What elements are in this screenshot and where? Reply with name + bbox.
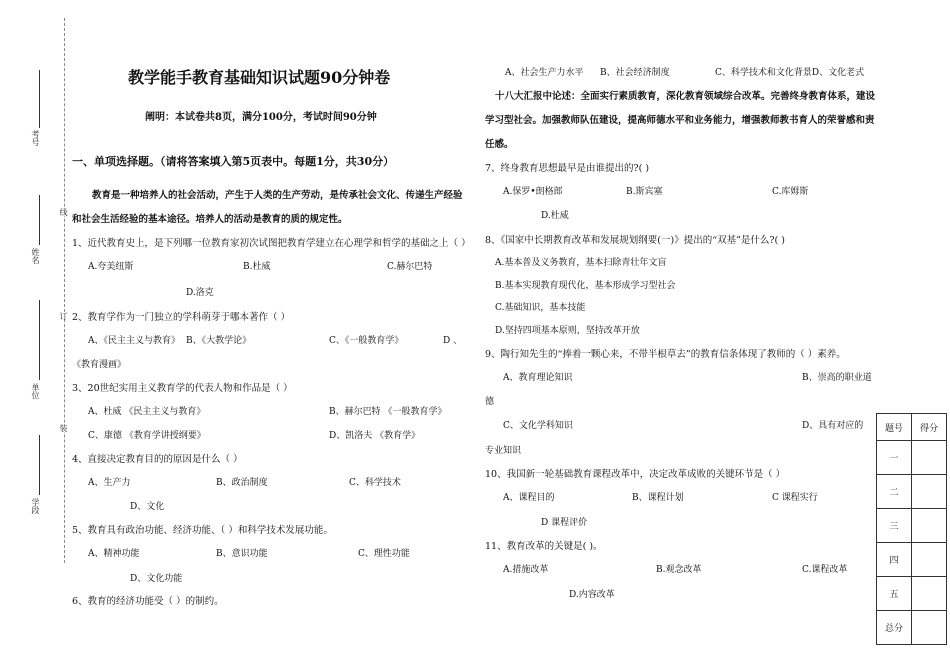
- option: B.基本实现教育现代化，基本形成学习型社会: [495, 281, 676, 291]
- option: D.洛克: [186, 288, 214, 298]
- intro-line: 教育是一种培养人的社会活动，产生于人类的生产劳动，是传承社会文化、传递生产经验: [92, 190, 463, 201]
- option: B、《大教学论》: [186, 336, 252, 346]
- option: D、凯洛夫 《教育学》: [329, 431, 421, 441]
- score-cell: [912, 441, 947, 475]
- option: A、生产力: [88, 478, 131, 488]
- option: C、科学技术: [349, 478, 401, 488]
- option: C.库姆斯: [772, 187, 809, 197]
- option: D.坚持四项基本原则，坚持改革开放: [495, 326, 640, 336]
- score-row: [877, 611, 947, 645]
- score-table-header: [877, 414, 947, 441]
- question-stem: 1、近代教育史上，是下列哪一位教育家初次试图把教育学建立在心理学和哲学的基础之上（ ）: [72, 238, 471, 249]
- option: D.杜威: [541, 211, 569, 221]
- score-cell: [912, 611, 947, 645]
- section-cell: 四: [877, 543, 912, 577]
- option-continuation: 德: [485, 397, 495, 407]
- option: A.措施改革: [503, 565, 549, 575]
- option: C.课程改革: [802, 565, 848, 575]
- unit-line: [39, 300, 40, 380]
- option: B、崇高的职业道: [802, 373, 872, 383]
- gutter-char-mount: 装: [59, 424, 68, 432]
- score-row: [877, 577, 947, 611]
- exam-notice: 阐明：本试卷共8页，满分100分，考试时间90分钟: [145, 112, 377, 123]
- page-title: 教学能手教育基础知识试题90分钟卷: [128, 68, 391, 87]
- question-stem: 7、终身教育思想最早是由谁提出的?( ): [485, 163, 650, 174]
- option: A、精神功能: [88, 549, 140, 559]
- question-stem: 6、教育的经济功能受（ ）的制约。: [72, 596, 224, 607]
- option: A、社会生产力水平: [505, 68, 584, 78]
- question-stem: 3、20世纪实用主义教育学的代表人物和作品是（ ）: [72, 383, 293, 394]
- option: C、文化学科知识: [503, 421, 573, 431]
- score-table: [876, 413, 947, 645]
- option: C.基础知识，基本技能: [495, 303, 586, 313]
- score-row: [877, 441, 947, 475]
- question-stem: 8、《国家中长期教育改革和发展规划纲要(一)》提出的“双基”是什么?( ): [485, 235, 785, 246]
- header-cell: 题号: [877, 414, 912, 441]
- section-cell: 一: [877, 441, 912, 475]
- section-cell: 三: [877, 509, 912, 543]
- option: A、杜威 《民主主义与教育》: [88, 407, 206, 417]
- option-continuation: 专业知识: [485, 446, 522, 456]
- option: C、《一般教育学》: [329, 336, 404, 346]
- exam-no-label: 考号: [31, 130, 40, 146]
- section-cell: 二: [877, 475, 912, 509]
- option: C.赫尔巴特: [387, 262, 433, 272]
- option: D 课程评价: [541, 518, 588, 528]
- option: C、康德 《教育学讲授纲要》: [88, 431, 206, 441]
- name-line: [39, 195, 40, 245]
- option: C、理性功能: [358, 549, 410, 559]
- section-heading: 一、单项选择题。（请将答案填入第5页表中。每题1分，共30分）: [72, 155, 395, 168]
- question-stem: 4、直接决定教育目的的原因是什么（ ）: [72, 454, 243, 465]
- intro-line: 和社会生活经验的基本途径。培养人的活动是教育的质的规定性。: [72, 214, 348, 225]
- option-letter: D 、: [443, 336, 463, 346]
- option: A、《民主主义与教育》: [88, 336, 181, 346]
- section-cell: 总分: [877, 611, 912, 645]
- question-stem: 2、教育学作为一门独立的学科萌芽于哪本著作（ ）: [72, 312, 291, 323]
- option: B、意识功能: [216, 549, 268, 559]
- option: B、政治制度: [216, 478, 268, 488]
- option: B、课程计划: [632, 493, 684, 503]
- score-row: [877, 509, 947, 543]
- option: D、文化功能: [130, 574, 183, 584]
- option: A.夸美纽斯: [88, 262, 134, 272]
- score-cell: [912, 543, 947, 577]
- option: B.杜威: [243, 262, 271, 272]
- paragraph-line: 十八大汇报中论述：全面实行素质教育，深化教育领域综合改革。完善终身教育体系，建设: [495, 91, 876, 102]
- paragraph-line: 任感。: [485, 139, 514, 150]
- option: C、科学技术和文化背景D、文化老式: [715, 68, 865, 78]
- question-stem: 9、陶行知先生的“捧着一颗心来，不带半根草去”的教育信条体现了教师的（ ）素养。: [485, 349, 846, 360]
- option: D、文化: [130, 502, 165, 512]
- gutter-char-line: 线: [59, 208, 68, 216]
- option: A、教育理论知识: [503, 373, 573, 383]
- grade-label: 学段: [31, 498, 40, 514]
- score-cell: [912, 509, 947, 543]
- option: D.内容改革: [569, 590, 615, 600]
- question-stem: 11、教育改革的关键是( )。: [485, 541, 603, 552]
- grade-line: [39, 435, 40, 495]
- section-cell: 五: [877, 577, 912, 611]
- question-stem: 10、我国新一轮基础教育课程改革中，决定改革成败的关键环节是（ ）: [485, 469, 786, 480]
- option: B.观念改革: [656, 565, 702, 575]
- score-cell: [912, 577, 947, 611]
- score-row: [877, 475, 947, 509]
- binding-dashed-line: [64, 18, 65, 563]
- option: B.斯宾塞: [626, 187, 663, 197]
- name-label: 姓名: [31, 248, 40, 264]
- option: A、课程目的: [503, 493, 555, 503]
- option: B、社会经济制度: [600, 68, 670, 78]
- gutter-char-bind: 订: [59, 312, 68, 320]
- score-row: [877, 543, 947, 577]
- option: D、具有对应的: [802, 421, 864, 431]
- score-cell: [912, 475, 947, 509]
- option: 《教育漫画》: [72, 360, 127, 370]
- option: A.基本普及义务教育，基本扫除青壮年文盲: [495, 258, 667, 268]
- question-stem: 5、教育具有政治功能、经济功能、（ ）和科学技术发展功能。: [72, 525, 333, 536]
- unit-label: 单位: [31, 383, 40, 399]
- option: A.保罗•朗格郎: [503, 187, 563, 197]
- paragraph-line: 学习型社会。加强教师队伍建设，提高师德水平和业务能力，增强教师教书育人的荣誉感和责: [485, 115, 875, 126]
- option: B、赫尔巴特 《一般教育学》: [329, 407, 447, 417]
- header-cell: 得分: [912, 414, 947, 441]
- option: C 课程实行: [772, 493, 818, 503]
- exam-no-line: [39, 70, 40, 128]
